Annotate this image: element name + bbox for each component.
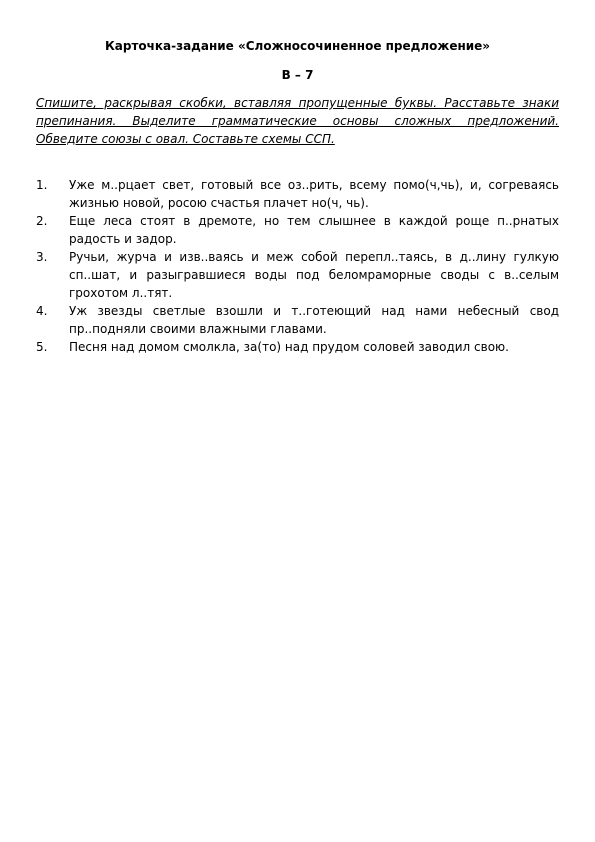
task-number: 4.	[36, 304, 48, 318]
task-text: Уж звезды светлые взошли и т..готеющий над нами небесный свод пр..подняли своими влажными главами.	[69, 304, 559, 336]
task-item	[36, 302, 559, 338]
page-title: Карточка-задание «Сложносочиненное предложение»	[104, 39, 491, 53]
task-number: 5.	[36, 340, 48, 354]
task-item	[36, 248, 559, 302]
task-instruction: Спишите, раскрывая скобки, вставляя пропущенные буквы. Расставьте знаки препинания. Выделите грамматические основы сложных предложений. Обведите союзы с овал. Составьте схемы ССП.	[36, 96, 559, 146]
task-number: 3.	[36, 250, 48, 264]
task-list	[36, 176, 559, 356]
variant-label: В – 7	[281, 68, 314, 82]
task-text: Еще леса стоят в дремоте, но тем слышнее в каждой роще п..рнатых радость и задор.	[69, 214, 559, 246]
task-item	[36, 338, 559, 356]
task-number: 1.	[36, 178, 48, 192]
task-item	[36, 212, 559, 248]
task-text: Ручьи, журча и изв..ваясь и меж собой перепл..таясь, в д..лину гулкую сп..шат, и разыгравшиеся воды под беломраморные своды с в..селым грохотом л..тят.	[69, 250, 559, 300]
task-text: Уже м..рцает свет, готовый все оз..рить, всему помо(ч,чь), и, согреваясь жизнью новой, росою счастья плачет но(ч, чь).	[69, 178, 559, 210]
task-item	[36, 176, 559, 212]
task-number: 2.	[36, 214, 48, 228]
task-text: Песня над домом смолкла, за(то) над прудом соловей заводил свою.	[69, 340, 509, 354]
